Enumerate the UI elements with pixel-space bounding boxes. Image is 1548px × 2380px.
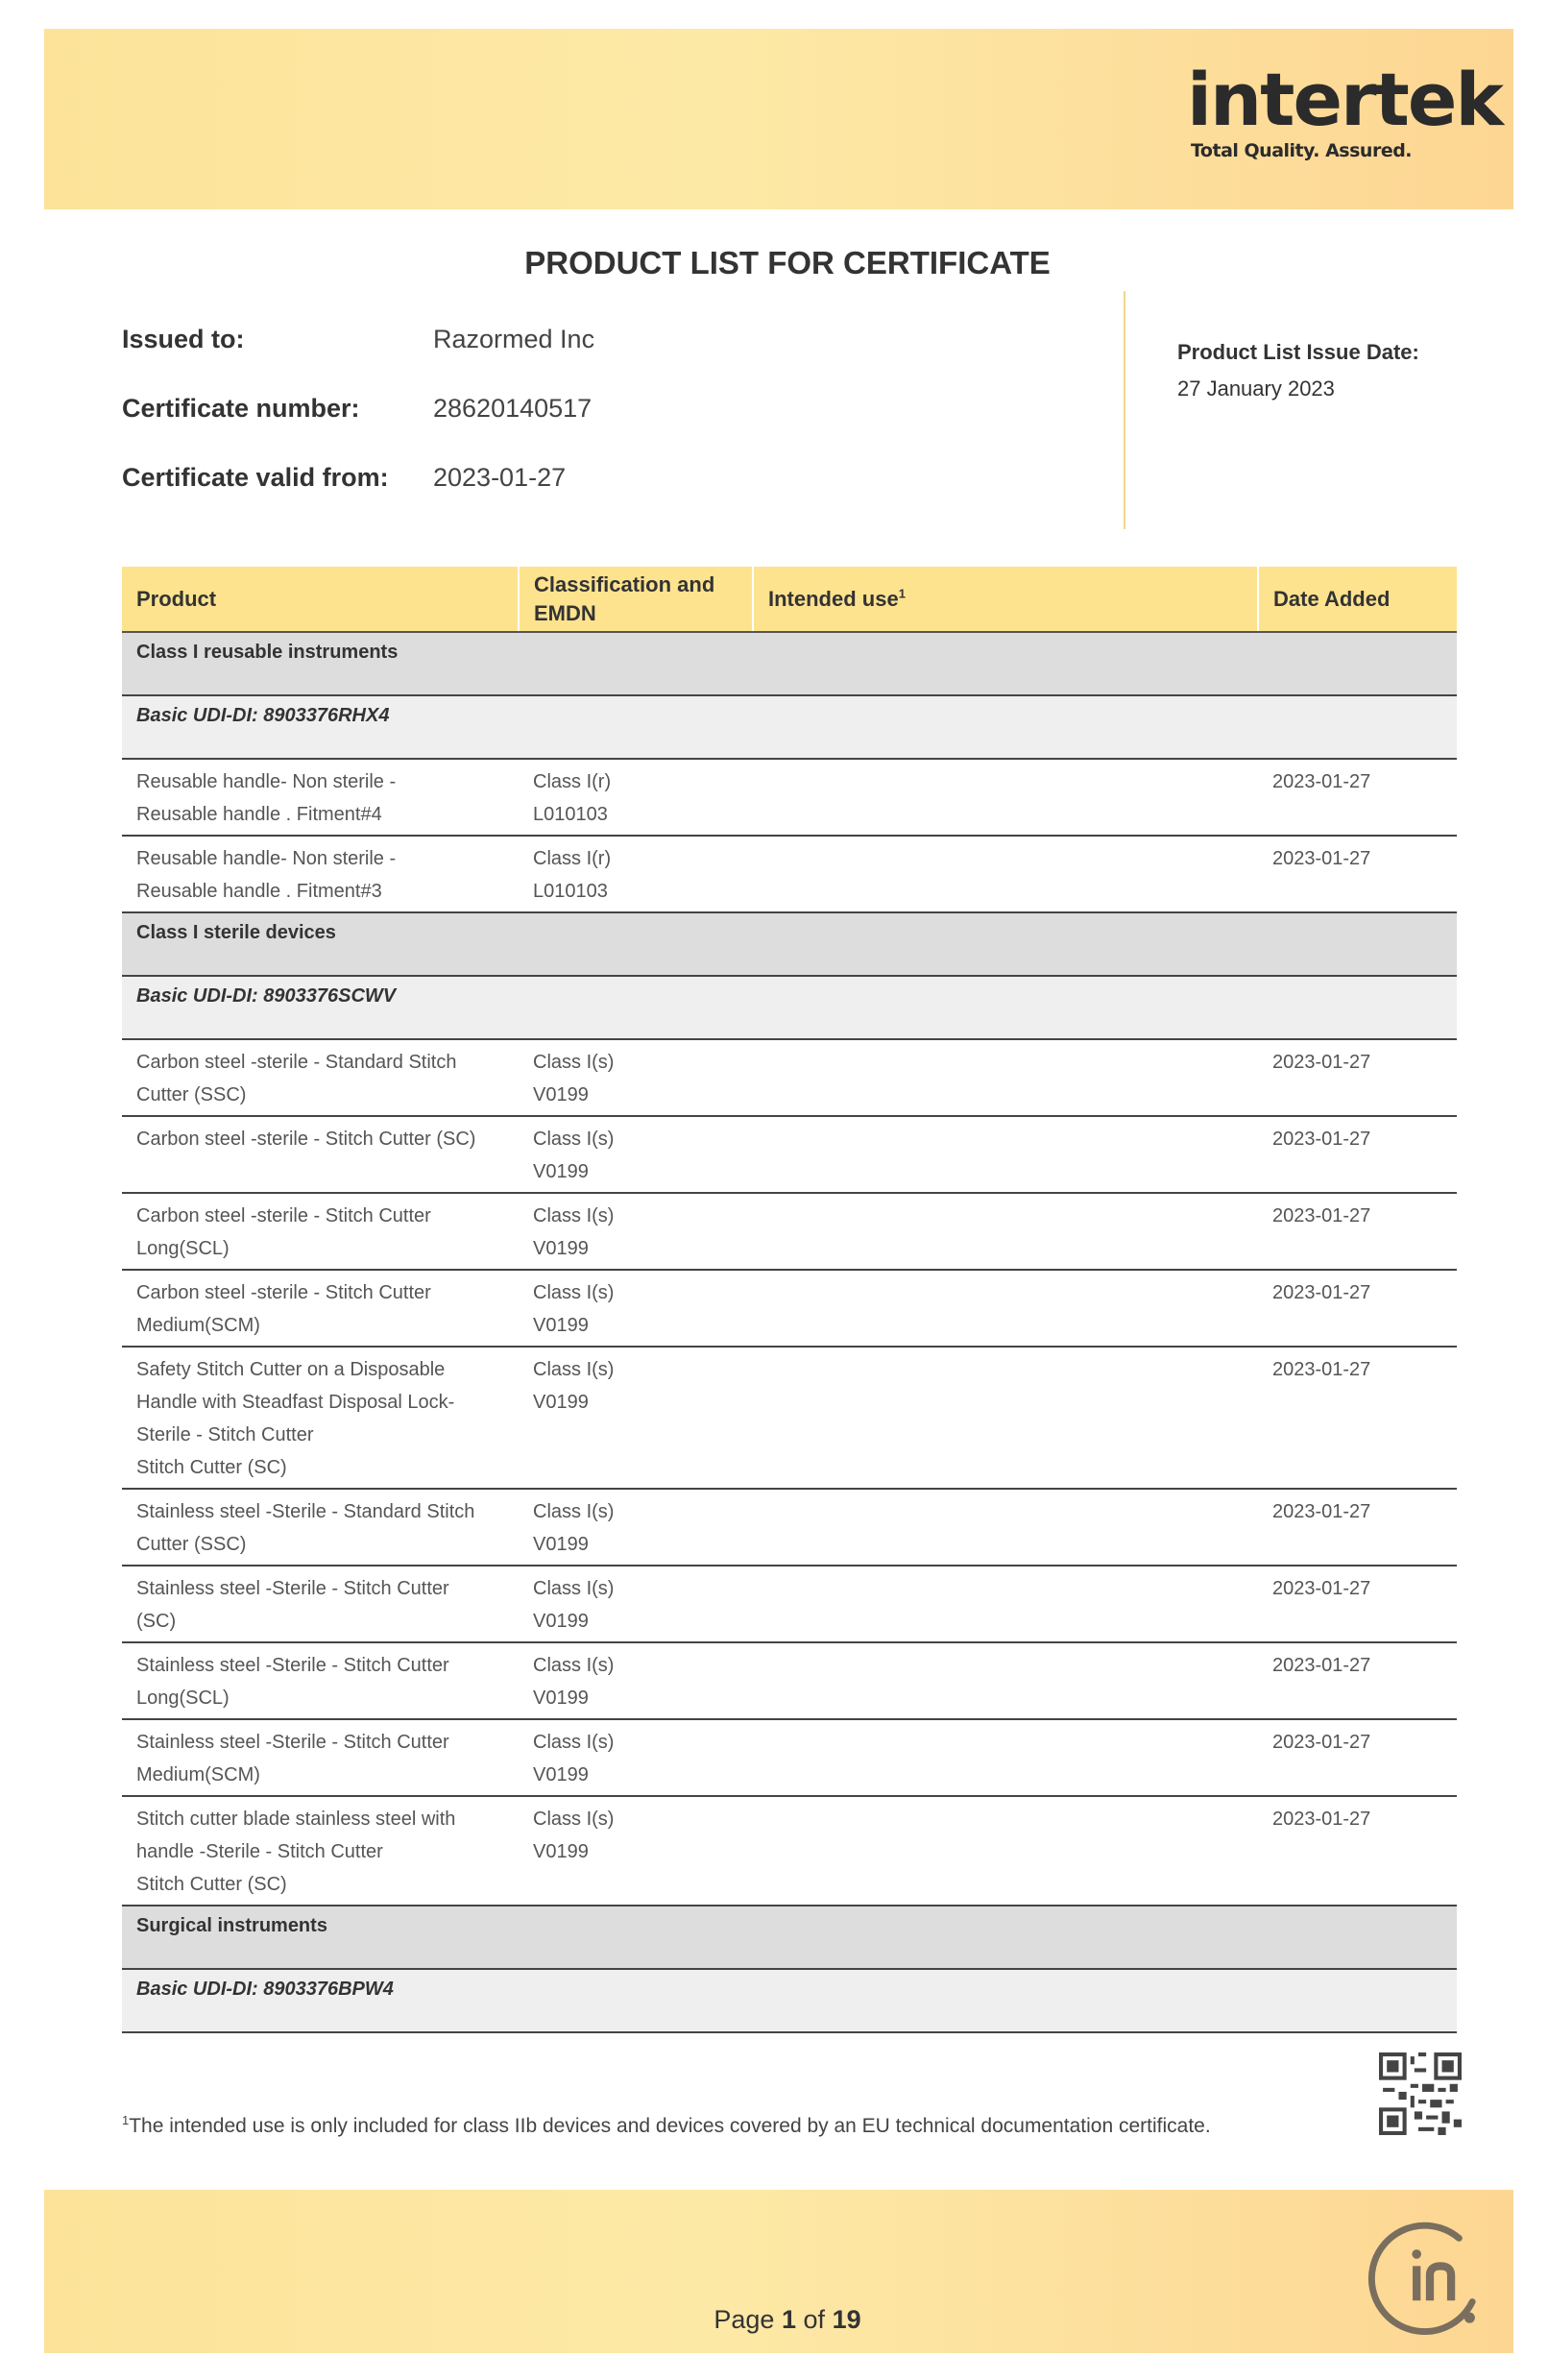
product-cell xyxy=(122,1116,519,1193)
header-date-added: Date Added xyxy=(1258,567,1457,632)
device-class: Class I(s) xyxy=(533,1732,615,1754)
emdn-code: V0199 xyxy=(533,1315,589,1337)
emdn-code: L010103 xyxy=(533,804,608,826)
date-added-cell: 2023-01-27 xyxy=(1258,1796,1457,1906)
product-line: Reusable handle- Non sterile - xyxy=(136,848,397,870)
emdn-code: V0199 xyxy=(533,1161,589,1183)
table-row xyxy=(122,836,1457,912)
issued-to-value: Razormed Inc xyxy=(433,325,595,353)
product-line: Long(SCL) xyxy=(136,1688,230,1710)
page-title: PRODUCT LIST FOR CERTIFICATE xyxy=(524,245,1051,280)
product-line: Reusable handle- Non sterile - xyxy=(136,771,397,793)
product-line: Long(SCL) xyxy=(136,1238,230,1260)
classification-cell xyxy=(519,836,753,912)
issued-to-label: Issued to: xyxy=(122,325,245,353)
valid-from-label: Certificate valid from: xyxy=(122,463,389,492)
udi-row xyxy=(122,976,1457,1039)
issue-date-label: Product List Issue Date: xyxy=(1177,340,1419,364)
classification-cell xyxy=(519,1796,753,1906)
product-line: Carbon steel -sterile - Stitch Cutter xyxy=(136,1205,431,1227)
table-row xyxy=(122,1193,1457,1270)
product-line: Reusable handle . Fitment#4 xyxy=(136,804,382,826)
product-cell xyxy=(122,1796,519,1906)
basic-udi-di: Basic UDI-DI: 8903376SCWV xyxy=(122,976,1457,1039)
product-line: (SC) xyxy=(136,1611,177,1633)
table-row xyxy=(122,1347,1457,1489)
cert-number-value: 28620140517 xyxy=(433,394,593,423)
intended-use-cell xyxy=(753,1796,1258,1906)
logo-tagline: Total Quality. Assured. xyxy=(1191,140,1413,161)
intended-use-cell xyxy=(753,1566,1258,1642)
intended-use-cell xyxy=(753,1039,1258,1116)
header-intended-use-label: Intended use xyxy=(768,586,899,611)
date-added-cell: 2023-01-27 xyxy=(1258,1116,1457,1193)
intertek-logo xyxy=(1187,57,1502,161)
product-cell xyxy=(122,836,519,912)
date-added-cell: 2023-01-27 xyxy=(1258,1719,1457,1796)
device-class: Class I(s) xyxy=(533,1282,615,1304)
product-line: Cutter (SSC) xyxy=(136,1084,247,1106)
emdn-code: V0199 xyxy=(533,1392,589,1414)
product-line: Reusable handle . Fitment#3 xyxy=(136,881,382,903)
date-added-cell: 2023-01-27 xyxy=(1258,1642,1457,1719)
product-line: Stitch cutter blade stainless steel with xyxy=(136,1809,456,1831)
product-line: Carbon steel -sterile - Stitch Cutter (SC) xyxy=(136,1129,476,1151)
group-row xyxy=(122,1906,1457,1969)
logo-wordmark: intertek xyxy=(1187,57,1502,142)
product-line: handle -Sterile - Stitch Cutter xyxy=(136,1841,383,1863)
basic-udi-di: Basic UDI-DI: 8903376RHX4 xyxy=(122,695,1457,759)
product-cell xyxy=(122,759,519,836)
intended-use-cell xyxy=(753,1116,1258,1193)
product-line: Medium(SCM) xyxy=(136,1315,260,1337)
classification-cell xyxy=(519,1642,753,1719)
group-name: Class I reusable instruments xyxy=(122,632,1457,695)
udi-row xyxy=(122,695,1457,759)
classification-cell xyxy=(519,1489,753,1566)
product-line: Safety Stitch Cutter on a Disposable xyxy=(136,1359,446,1381)
emdn-code: L010103 xyxy=(533,881,608,903)
emdn-code: V0199 xyxy=(533,1688,589,1710)
intended-use-cell xyxy=(753,836,1258,912)
intended-use-cell xyxy=(753,1719,1258,1796)
qr-code-icon xyxy=(1379,2052,1462,2135)
footnote-marker: 1 xyxy=(898,586,906,601)
device-class: Class I(s) xyxy=(533,1655,615,1677)
classification-cell xyxy=(519,1193,753,1270)
product-line: Stitch Cutter (SC) xyxy=(136,1874,287,1896)
group-row xyxy=(122,912,1457,976)
footnote-sup: 1 xyxy=(122,2113,130,2127)
device-class: Class I(s) xyxy=(533,1501,615,1523)
page-prefix: Page xyxy=(714,2305,775,2334)
product-line: Medium(SCM) xyxy=(136,1764,260,1786)
device-class: Class I(s) xyxy=(533,1359,615,1381)
product-line: Stainless steel -Sterile - Stitch Cutter xyxy=(136,1655,449,1677)
product-line: Cutter (SSC) xyxy=(136,1534,247,1556)
emdn-code: V0199 xyxy=(533,1238,589,1260)
date-added-cell: 2023-01-27 xyxy=(1258,1270,1457,1347)
issue-date-value: 27 January 2023 xyxy=(1177,376,1335,401)
classification-cell xyxy=(519,1719,753,1796)
date-added-cell: 2023-01-27 xyxy=(1258,836,1457,912)
classification-cell xyxy=(519,1116,753,1193)
product-cell xyxy=(122,1566,519,1642)
device-class: Class I(r) xyxy=(533,771,612,793)
table-row xyxy=(122,1642,1457,1719)
product-line: Stainless steel -Sterile - Standard Stitch xyxy=(136,1501,475,1523)
table-row xyxy=(122,1719,1457,1796)
udi-row xyxy=(122,1969,1457,2032)
header-classification: Classification and EMDN xyxy=(519,567,753,632)
page-total: 19 xyxy=(832,2305,861,2334)
product-table xyxy=(122,567,1457,2033)
page-current: 1 xyxy=(781,2305,796,2334)
intended-use-cell xyxy=(753,1642,1258,1719)
valid-from-value: 2023-01-27 xyxy=(433,463,567,492)
date-added-cell: 2023-01-27 xyxy=(1258,1489,1457,1566)
intended-use-cell xyxy=(753,759,1258,836)
table-row xyxy=(122,1116,1457,1193)
table-row xyxy=(122,1270,1457,1347)
cert-number-label: Certificate number: xyxy=(122,394,360,423)
emdn-code: V0199 xyxy=(533,1841,589,1863)
intended-use-cell xyxy=(753,1489,1258,1566)
device-class: Class I(r) xyxy=(533,848,612,870)
emdn-code: V0199 xyxy=(533,1764,589,1786)
classification-cell xyxy=(519,759,753,836)
classification-cell xyxy=(519,1347,753,1489)
product-line: Sterile - Stitch Cutter xyxy=(136,1424,314,1446)
classification-cell xyxy=(519,1270,753,1347)
header-product: Product xyxy=(122,567,519,632)
intended-use-cell xyxy=(753,1270,1258,1347)
product-line: Carbon steel -sterile - Standard Stitch xyxy=(136,1052,457,1074)
group-row xyxy=(122,632,1457,695)
date-added-cell: 2023-01-27 xyxy=(1258,1347,1457,1489)
product-cell xyxy=(122,1270,519,1347)
product-cell xyxy=(122,1489,519,1566)
device-class: Class I(s) xyxy=(533,1052,615,1074)
intended-use-cell xyxy=(753,1347,1258,1489)
product-line: Handle with Steadfast Disposal Lock- xyxy=(136,1392,455,1414)
table-header-row xyxy=(122,567,1457,632)
product-cell xyxy=(122,1719,519,1796)
table-row xyxy=(122,1039,1457,1116)
table-row xyxy=(122,1566,1457,1642)
emdn-code: V0199 xyxy=(533,1611,589,1633)
emdn-code: V0199 xyxy=(533,1534,589,1556)
date-added-cell: 2023-01-27 xyxy=(1258,759,1457,836)
header-intended-use xyxy=(753,567,1258,632)
classification-cell xyxy=(519,1039,753,1116)
group-name: Surgical instruments xyxy=(122,1906,1457,1969)
date-added-cell: 2023-01-27 xyxy=(1258,1566,1457,1642)
device-class: Class I(s) xyxy=(533,1205,615,1227)
product-cell xyxy=(122,1039,519,1116)
product-line: Stitch Cutter (SC) xyxy=(136,1457,287,1479)
basic-udi-di: Basic UDI-DI: 8903376BPW4 xyxy=(122,1969,1457,2032)
product-cell xyxy=(122,1347,519,1489)
product-cell xyxy=(122,1193,519,1270)
group-name: Class I sterile devices xyxy=(122,912,1457,976)
intended-use-cell xyxy=(753,1193,1258,1270)
page-of: of xyxy=(803,2305,826,2334)
header-banner xyxy=(44,29,1513,209)
table-row xyxy=(122,1796,1457,1906)
product-line: Stainless steel -Sterile - Stitch Cutter xyxy=(136,1578,449,1600)
footnote xyxy=(122,2113,1211,2138)
divider-line xyxy=(1124,291,1125,529)
date-added-cell: 2023-01-27 xyxy=(1258,1039,1457,1116)
product-cell xyxy=(122,1642,519,1719)
device-class: Class I(s) xyxy=(533,1129,615,1151)
page-number xyxy=(0,2305,1548,2335)
product-line: Carbon steel -sterile - Stitch Cutter xyxy=(136,1282,431,1304)
date-added-cell: 2023-01-27 xyxy=(1258,1193,1457,1270)
table-row xyxy=(122,759,1457,836)
table-row xyxy=(122,1489,1457,1566)
device-class: Class I(s) xyxy=(533,1578,615,1600)
footnote-text: The intended use is only included for class IIb devices and devices covered by an EU technical documentation certificate. xyxy=(129,2115,1211,2137)
device-class: Class I(s) xyxy=(533,1809,615,1831)
emdn-code: V0199 xyxy=(533,1084,589,1106)
classification-cell xyxy=(519,1566,753,1642)
product-line: Stainless steel -Sterile - Stitch Cutter xyxy=(136,1732,449,1754)
